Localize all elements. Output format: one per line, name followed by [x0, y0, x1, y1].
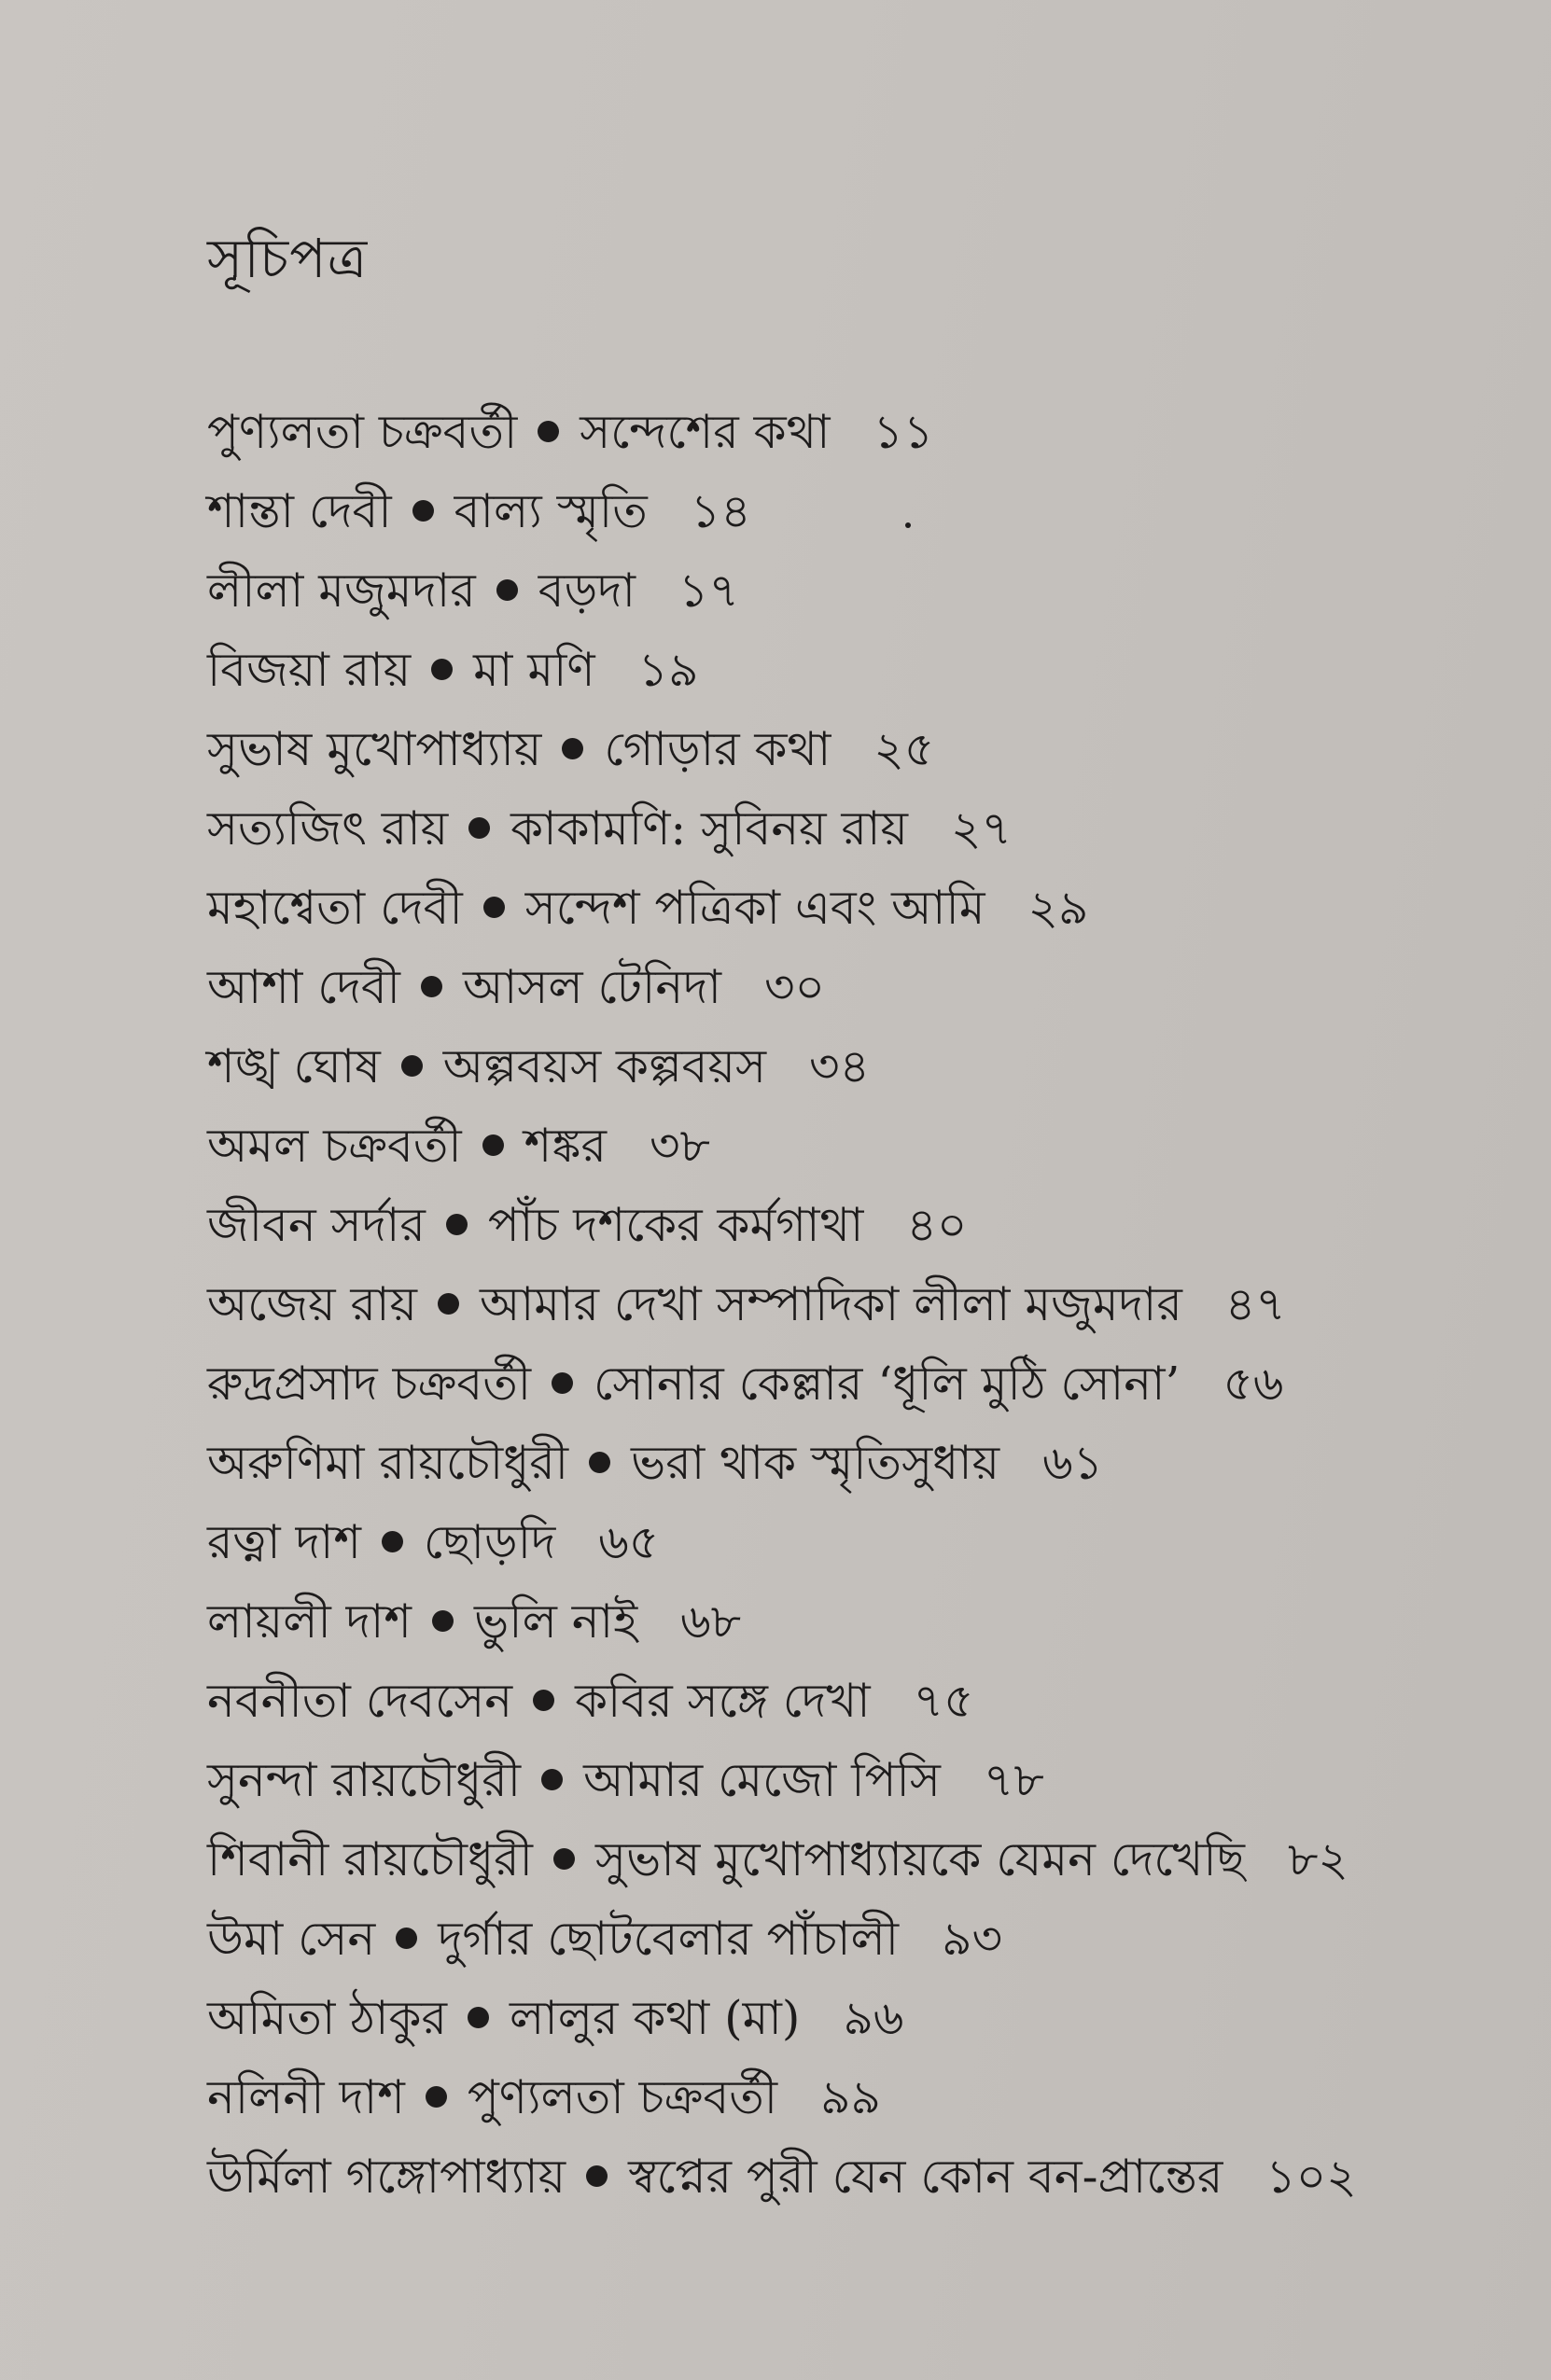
- entry-author: আশা দেবী: [207, 959, 400, 1014]
- entry-page-number: ৭৫: [913, 1673, 974, 1728]
- entry-page-number: ৫৬: [1223, 1356, 1284, 1411]
- bullet-icon: [482, 1134, 504, 1156]
- toc-entry: [207, 1026, 1357, 1106]
- entry-author: অমল চক্রবর্তী: [207, 1118, 462, 1173]
- entry-page-number: ৮২: [1287, 1831, 1348, 1886]
- entry-title: পুণ্যলতা চক্রবর্তী: [467, 2069, 778, 2124]
- bullet-icon: [541, 1769, 563, 1790]
- toc-entry: [207, 1106, 1357, 1185]
- toc-entry: [207, 630, 1357, 709]
- toc-entry: [207, 1423, 1357, 1502]
- entry-author: নলিনী দাশ: [207, 2069, 405, 2124]
- bullet-icon: [412, 500, 434, 522]
- entry-author: সুভাষ মুখোপাধ্যায়: [207, 721, 542, 776]
- entry-author: অরুণিমা রায়চৌধুরী: [207, 1435, 569, 1490]
- entry-author: মহাশ্বেতা দেবী: [207, 880, 463, 935]
- toc-entry: [207, 471, 1357, 550]
- entry-page-number: ১৪: [690, 483, 751, 538]
- bullet-icon: [468, 817, 490, 839]
- toc-entry: [207, 1343, 1357, 1423]
- entry-page-number: ২৯: [1027, 880, 1089, 935]
- toc-entry: [207, 1899, 1357, 1978]
- entry-title: স্বপ্নের পুরী যেন কোন বন-প্রান্তের: [628, 2149, 1223, 2204]
- entry-title: অল্পবয়স কল্পবয়স: [442, 1038, 766, 1093]
- entry-page-number: ১০২: [1265, 2149, 1357, 2204]
- entry-author: শিবানী রায়চৌধুরী: [207, 1831, 533, 1886]
- entry-page-number: ৩০: [763, 959, 825, 1014]
- toc-entry: [207, 2057, 1357, 2136]
- entry-title: সন্দেশ পত্রিকা এবং আমি: [524, 880, 985, 935]
- entry-author: জীবন সর্দার: [207, 1197, 426, 1252]
- bullet-icon: [533, 1690, 554, 1711]
- entry-page-number: ১৭: [678, 563, 740, 618]
- entry-page-number: ৪৭: [1224, 1276, 1286, 1331]
- entry-title: ভুলি নাই: [474, 1594, 638, 1649]
- entry-author: নবনীতা দেবসেন: [207, 1673, 513, 1728]
- entry-title: কবির সঙ্গে দেখা: [575, 1673, 871, 1728]
- entry-author: লীলা মজুমদার: [207, 563, 476, 618]
- entry-title: সোনার কেল্লার ‘ধূলি মুঠি সোনা’: [594, 1356, 1181, 1411]
- toc-entry: [207, 1264, 1357, 1343]
- entry-title: মা মণি: [473, 642, 595, 697]
- entry-author: শঙ্খ ঘোষ: [207, 1038, 381, 1093]
- bullet-icon: [426, 2086, 447, 2108]
- bullet-icon: [562, 738, 583, 759]
- bullet-icon: [483, 897, 505, 918]
- entry-author: উমা সেন: [207, 1911, 376, 1966]
- bullet-icon: [586, 2165, 608, 2187]
- entry-author: রত্না দাশ: [207, 1514, 361, 1569]
- toc-entry: [207, 947, 1357, 1026]
- entry-title: ভরা থাক স্মৃতিসুধায়: [631, 1435, 1000, 1490]
- entry-title: আমার দেখা সম্পাদিকা লীলা মজুমদার: [479, 1276, 1182, 1331]
- entry-author: লায়লী দাশ: [207, 1594, 412, 1649]
- entry-author: রুদ্রপ্রসাদ চক্রবর্তী: [207, 1356, 532, 1411]
- entry-page-number: ৩৮: [650, 1118, 710, 1173]
- entry-page-number: ৪০: [906, 1197, 968, 1252]
- entry-page-number: ৯৬: [843, 1990, 904, 2045]
- entry-title: সন্দেশের কথা: [580, 404, 831, 459]
- entry-page-number: ৬১: [1042, 1435, 1104, 1490]
- entry-title: শঙ্কর: [524, 1118, 608, 1173]
- bullet-icon: [553, 1848, 575, 1870]
- bullet-icon: [538, 421, 559, 442]
- toc-entry: [207, 1661, 1357, 1740]
- bullet-icon: [552, 1372, 573, 1394]
- toc-entry: [207, 1581, 1357, 1661]
- bullet-icon: [401, 1055, 423, 1077]
- entry-author: অজেয় রায়: [207, 1276, 417, 1331]
- entry-title: বড়দা: [538, 563, 636, 618]
- entry-page-number: ৭৮: [983, 1752, 1044, 1807]
- entry-title: লালুর কথা (মা): [510, 1990, 801, 2045]
- page-title: সূচিপত্র: [207, 227, 369, 290]
- entry-page-number: ১৯: [637, 642, 699, 697]
- entry-title: আমার মেজো পিসি: [583, 1752, 941, 1807]
- entry-page-number: ৩৪: [809, 1038, 870, 1093]
- entry-page-number: ২৭: [950, 800, 1013, 856]
- entry-author: বিজয়া রায়: [207, 642, 412, 697]
- bullet-icon: [438, 1293, 459, 1315]
- bullet-icon: [396, 1928, 417, 1949]
- entry-page-number: ১১: [873, 404, 934, 459]
- bullet-icon: [432, 1610, 454, 1632]
- toc-entry: [207, 1502, 1357, 1581]
- entry-page-number: ৯৯: [820, 2069, 881, 2124]
- entry-title: সুভাষ মুখোপাধ্যায়কে যেমন দেখেছি: [594, 1831, 1245, 1886]
- bullet-icon: [421, 976, 442, 997]
- bullet-icon: [446, 1214, 468, 1235]
- bullet-icon: [468, 2007, 489, 2028]
- toc-entry: [207, 1185, 1357, 1264]
- entry-author: পুণ্যলতা চক্রবর্তী: [207, 404, 518, 459]
- toc-entry: [207, 709, 1357, 788]
- toc-entry: [207, 1978, 1357, 2057]
- entry-author: সত্যজিৎ রায়: [207, 800, 449, 856]
- toc-entry: [207, 392, 1357, 471]
- toc-entry: [207, 788, 1357, 868]
- bullet-icon: [382, 1531, 403, 1552]
- entry-title: ছোড়দি: [423, 1514, 556, 1569]
- entry-author: অমিতা ঠাকুর: [207, 1990, 447, 2045]
- toc-entry: [207, 1740, 1357, 1819]
- entry-title: বাল্য স্মৃতি: [454, 483, 648, 538]
- toc-entry: [207, 868, 1357, 947]
- toc-entry: [207, 1819, 1357, 1899]
- toc-entry: [207, 550, 1357, 630]
- entry-page-number: ৬৮: [680, 1594, 742, 1649]
- entry-author: উর্মিলা গঙ্গোপাধ্যায়: [207, 2149, 566, 2204]
- entry-title: কাকামণি: সুবিনয় রায়: [510, 800, 908, 856]
- table-of-contents: [207, 392, 1357, 2216]
- entry-title: দুর্গার ছোটবেলার পাঁচালী: [438, 1911, 900, 1966]
- entry-title: গোড়ার কথা: [604, 721, 831, 776]
- entry-title: পাঁচ দশকের কর্মগাথা: [487, 1197, 864, 1252]
- bullet-icon: [589, 1452, 610, 1473]
- bullet-icon: [496, 579, 518, 601]
- entry-page-number: ৯৩: [942, 1911, 1003, 1966]
- entry-author: শান্তা দেবী: [207, 483, 392, 538]
- entry-page-number: ২৫: [873, 721, 935, 776]
- bullet-icon: [431, 659, 453, 680]
- entry-title: আসল টেনিদা: [463, 959, 721, 1014]
- entry-page-number: ৬৫: [598, 1514, 660, 1569]
- entry-author: সুনন্দা রায়চৌধুরী: [207, 1752, 522, 1807]
- toc-entry: [207, 2136, 1357, 2216]
